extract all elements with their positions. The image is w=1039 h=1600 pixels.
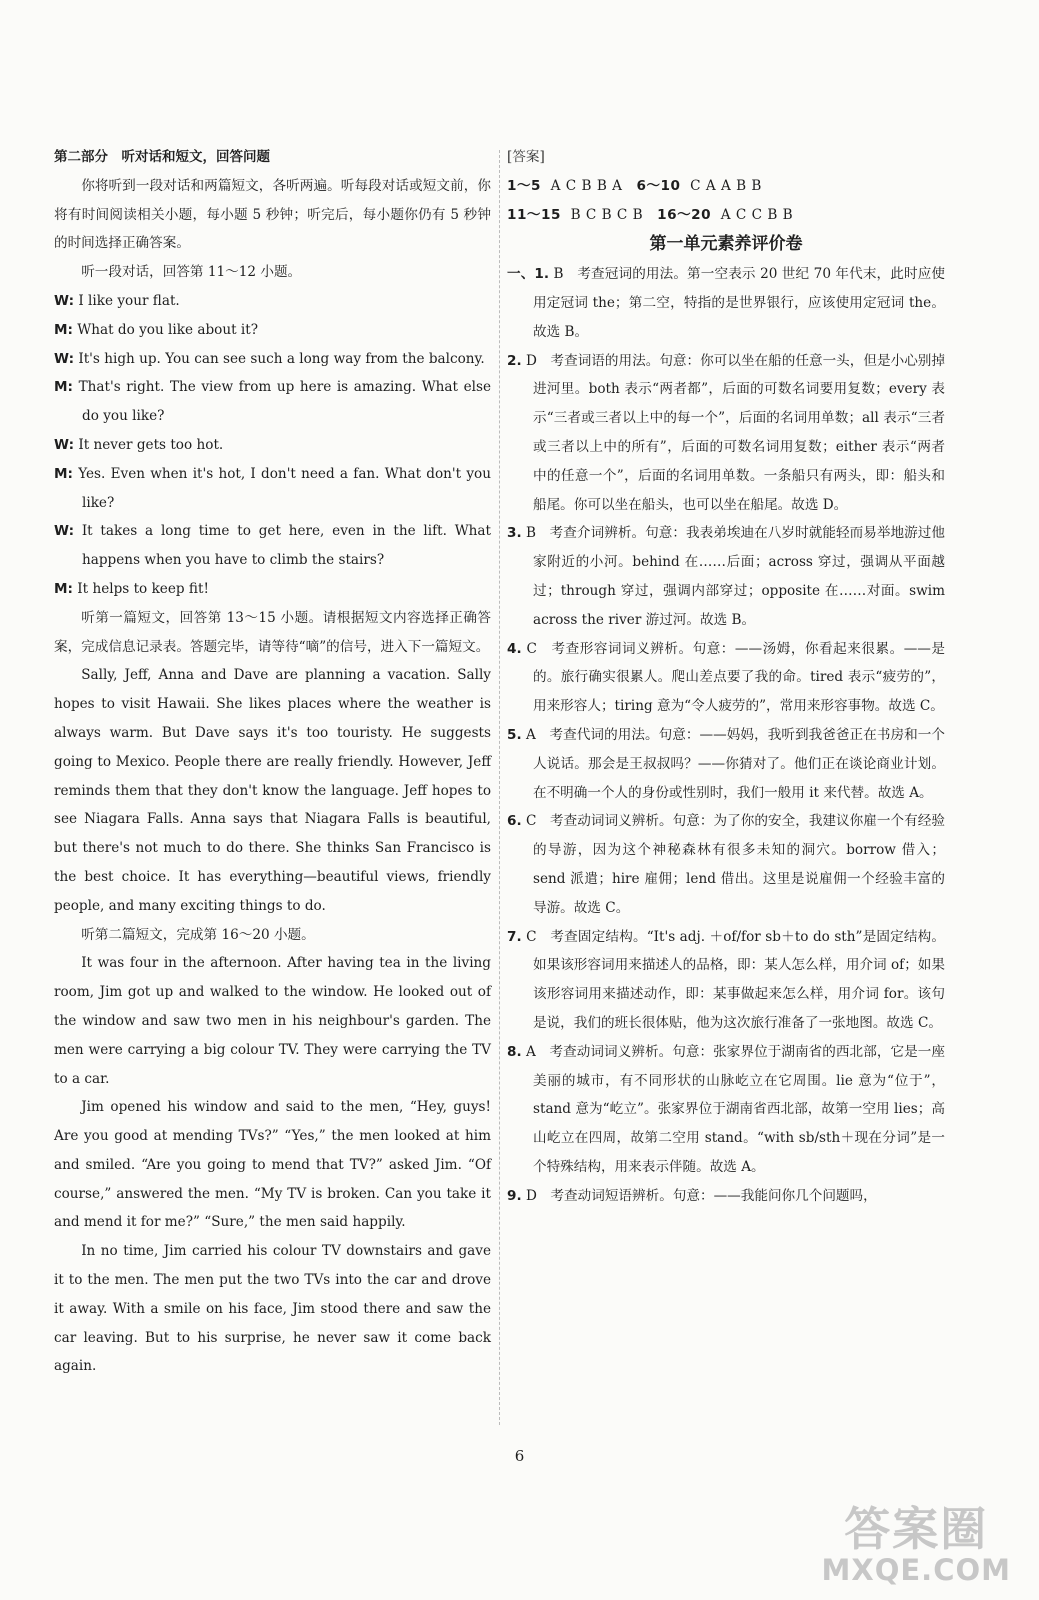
- dialog-intro: 听一段对话，回答第 11～12 小题。: [81, 264, 302, 281]
- answer-tag: [答案]: [507, 149, 545, 165]
- unit-title: 第一单元素养评价卷: [649, 234, 803, 255]
- column-divider: [499, 150, 500, 1425]
- right-column: [507, 143, 945, 1210]
- answer-explanation: 6. C 考查动词词义辨析。句意：为了你的安全，我建议你雇一个有经验的导游，因为这个神秘森林有很多未知的洞穴。borrow 借入；send 派遣；hire 雇佣；lend 借出。这里是说雇佣一个经验丰富的导游。故选 C。: [507, 813, 945, 916]
- instructions: 你将听到一段对话和两篇短文，各听两遍。听每段对话或短文前，你将有时间阅读相关小题，每小题 5 秒钟；听完后，每小题你仍有 5 秒钟的时间选择正确答案。: [54, 177, 491, 252]
- dialog-line: W: It's high up. You can see such a long way from the balcony.: [54, 350, 485, 367]
- passage1: Sally, Jeff, Anna and Dave are planning a vacation. Sally hopes to visit Hawaii. She likes places where the weather is always warm. But Dave says it's too touristy. He suggests going to Mexico. People there are really friendly. However, Jeff reminds them that they don't know the language. Jeff hopes to see Niagara Falls. Anna says that Niagara Falls is beautiful, but there's not much to do there. She thinks San Francisco is the best choice. It has everything—beautiful views, friendly people, and many exciting things to do.: [54, 667, 491, 914]
- watermark: [822, 1504, 1012, 1586]
- answer-explanation: 4. C 考查形容词词义辨析。句意：——汤姆，你看起来很累。——是的。旅行确实很累人。爬山差点要了我的命。tired 表示“疲劳的”，用来形容人；tiring 意为“令人疲劳的”，常用来形容事物。故选 C。: [507, 640, 945, 715]
- watermark-logo: 答案圈: [844, 1502, 989, 1556]
- passage2-paragraph: It was four in the afternoon. After having tea in the living room, Jim got up and walked to the window. He looked out of the window and saw two men in his neighbour's garden. The men were carrying a big colour TV. They were carrying the TV to a car.: [54, 955, 491, 1087]
- watermark-url: MXQE.COM: [821, 1553, 1011, 1587]
- passage1-intro: 听第一篇短文，回答第 13～15 小题。请根据短文内容选择正确答案，完成信息记录表。答题完毕，请等待“嘀”的信号，进入下一篇短文。: [54, 609, 491, 655]
- answer-explanation: 2. D 考查词语的用法。句意：你可以坐在船的任意一头，但是小心别掉进河里。both 表示“两者都”，后面的可数名词要用复数；every 表示“三者或三者以上中的每一个”，后面的名词用单数；all 表示“三者或三者以上中的所有”，后面的可数名词用复数；either 表示“两者中的任意一个”，后面的名词用单数。一条船只有两头，即：船头和船尾。你可以坐在船头，也可以坐在船尾。故选 D。: [507, 352, 945, 513]
- answer-explanation: 9. D 考查动词短语辨析。句意：——我能问你几个问题吗，: [507, 1187, 877, 1204]
- passage2-paragraph: Jim opened his window and said to the men, “Hey, guys! Are you good at mending TVs?” “Yes,” the men looked at him and smiled. “Are you going to mend that TV?” asked Jim. “Of course,” answered the men. “My TV is broken. Can you take it and mend it for me?” “Sure,” the men said happily.: [54, 1099, 491, 1231]
- answer-explanation: 8. A 考查动词词义辨析。句意：张家界位于湖南省的西北部，它是一座美丽的城市，有不同形状的山脉屹立在它周围。lie 意为“位于”，stand 意为“屹立”。张家界位于湖南省西北部，故第一空用 lies；高山屹立在四周，故第二空用 stand。“with sb/sth＋现在分词”是一个特殊结构，用来表示伴随。故选 A。: [507, 1043, 945, 1175]
- passage2-paragraph: In no time, Jim carried his colour TV downstairs and gave it to the men. The men put the two TVs into the car and drove it away. With a smile on his face, Jim stood there and saw the car leaving. But to his surprise, he never saw it come back again.: [54, 1243, 491, 1375]
- dialog-line: M: That's right. The view from up here is amazing. What else do you like?: [54, 379, 491, 425]
- answer-row: 1～5 A C B B A 6～10 C A A B B: [507, 177, 762, 194]
- answer-explanation: 3. B 考查介词辨析。句意：我表弟埃迪在八岁时就能轻而易举地游过他家附近的小河。behind 在……后面；across 穿过，强调从平面越过；through 穿过，强调内部穿过；opposite 在……对面。swim across the river 游过河。故选 B。: [507, 525, 945, 628]
- answer-explanation: 5. A 考查代词的用法。句意：——妈妈，我听到我爸爸正在书房和一个人说话。那会是王叔叔吗？——你猜对了。他们正在谈论商业计划。在不明确一个人的身份或性别时，我们一般用 it 来代替。故选 A。: [507, 726, 945, 801]
- answer-row: 11～15 B C B C B 16～20 A C C B B: [507, 206, 794, 223]
- dialog-line: M: It helps to keep fit!: [54, 580, 209, 597]
- passage2-intro: 听第二篇短文，完成第 16～20 小题。: [81, 926, 315, 943]
- dialog-line: W: It takes a long time to get here, even in the lift. What happens when you have to climb the stairs?: [54, 523, 491, 569]
- page-number: 6: [514, 1447, 525, 1465]
- answer-explanation: 一、1. B 考查冠词的用法。第一空表示 20 世纪 70 年代末，此时应使用定冠词 the；第二空，特指的是世界银行，应该使用定冠词 the。故选 B。: [507, 266, 946, 340]
- dialog-line: W: It never gets too hot.: [54, 436, 224, 453]
- dialog-line: W: I like your flat.: [54, 292, 180, 309]
- dialog-line: M: Yes. Even when it's hot, I don't need a fan. What don't you like?: [54, 465, 491, 511]
- left-column: [54, 143, 491, 1381]
- section-heading: 第二部分 听对话和短文，回答问题: [54, 149, 270, 165]
- dialog: [54, 287, 491, 604]
- dialog-line: M: What do you like about it?: [54, 321, 258, 338]
- answer-explanation: 7. C 考查固定结构。“It's adj. ＋of/for sb＋to do sth”是固定结构。如果该形容词用来描述人的品格，即：某人怎么样，用介词 of；如果该形容词用来描述动作，即：某事做起来怎么样，用介词 for。该句是说，我们的班长很体贴，他为这次旅行准备了一张地图。故选 C。: [507, 928, 945, 1031]
